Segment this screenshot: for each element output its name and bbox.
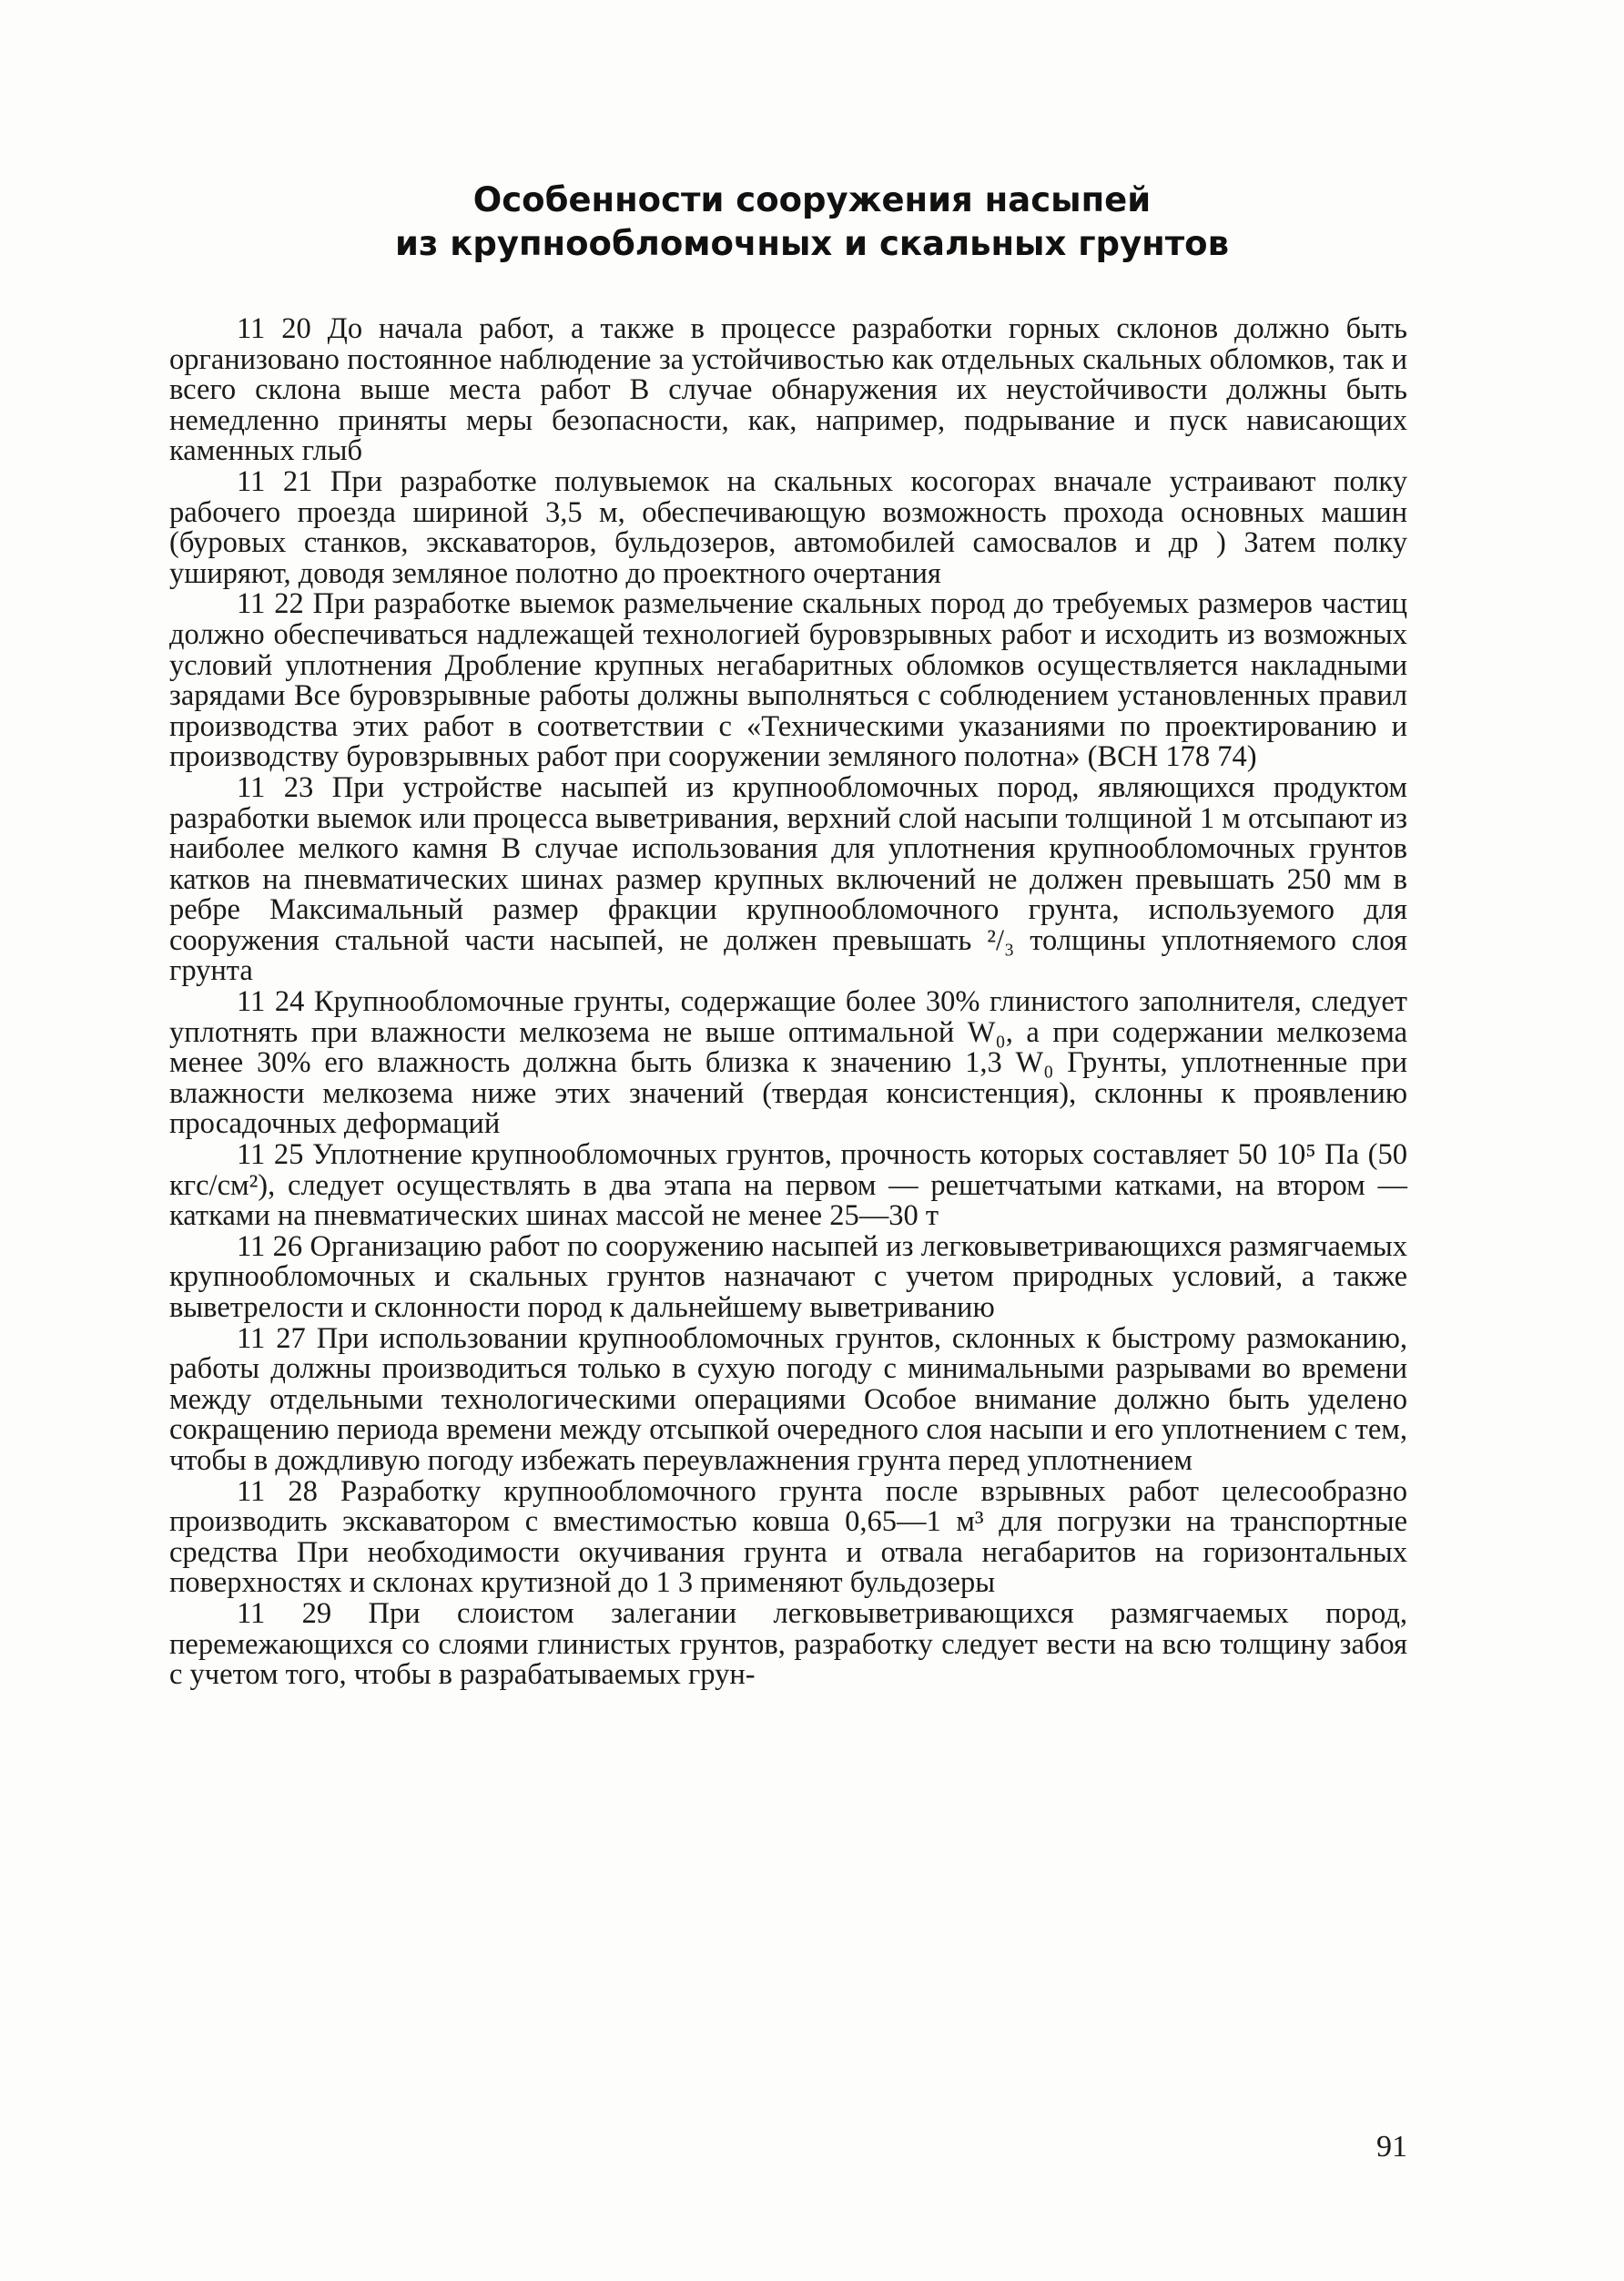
paragraph-11-27: 11 27 При использовании крупнообломочных грунтов, склонных к быстрому размоканию, работы должны производиться только в сухую погоду с минимальными разрывами во времени между отдельными технологическими операциями Особое внимание должно быть уделено сокращению периода времени между отсыпкой очередного слоя насыпи и его уплотнением с тем, чтобы в дождливую погоду избежать переувлажнения грунта перед уплотнением (169, 1321, 1407, 1477)
body-text (169, 314, 1407, 1691)
paragraph-11-28: 11 28 Разработку крупнообломочного грунта после взрывных работ целесообразно производить экскаватором с вместимостью ковша 0,65—1 м³ для погрузки на транспортные средства При необходимости окучивания грунта и отвала негабаритов на горизонтальных поверхностях и склонах крутизной до 1 3 применяют бульдозеры (169, 1474, 1407, 1600)
section-title-line-1: Особенности сооружения насыпей (472, 180, 1152, 219)
paragraph-11-24: 11 24 Крупнообломочные грунты, содержащие более 30% глинистого заполнителя, следует уплотнять при влажности мелкозема не выше оптимальной W₀, а при содержании мелкозема менее 30% его влажность должна быть близка к значению 1,3 W₀ Грунты, уплотненные при влажности мелкозема ниже этих значений (твердая консистенция), склонны к проявлению просадочных деформаций (169, 985, 1407, 1141)
paragraph-11-26: 11 26 Организацию работ по сооружению насыпей из легковыветривающихся размягчаемых крупнообломочных и скальных грунтов назначают с учетом природных условий, а также выветрелости и склонности пород к дальнейшему выветриванию (169, 1229, 1407, 1324)
paragraph-11-22: 11 22 При разработке выемок размельчение скальных пород до требуемых размеров частиц должно обеспечиваться надлежащей технологией буровзрывных работ и исходить из возможных условий уплотнения Дробление крупных негабаритных обломков осуществляется накладными зарядами Все буровзрывные работы должны выполняться с соблюдением установленных правил производства этих работ в соответствии с «Техническими указаниями по проектированию и производству буровзрывных работ при сооружении земляного полотна» (ВСН 178 74) (169, 587, 1407, 774)
paragraph-11-23: 11 23 При устройстве насыпей из крупнообломочных пород, являющихся продуктом разработки выемок или процесса выветривания, верхний слой насыпи толщиной 1 м отсыпают из наиболее мелкого камня В случае использования для уплотнения крупнообломочных грунтов катков на пневматических шинах размер крупных включений не должен превышать 250 мм в ребре Максимальный размер фракции крупнообломочного грунта, используемого для сооружения стальной части насыпей, не должен превышать ²/₃ толщины уплотняемого слоя грунта (169, 770, 1407, 988)
page-number: 91 (1376, 2130, 1407, 2164)
paragraph-11-29: 11 29 При слоистом залегании легковыветривающихся размягчаемых пород, перемежающихся со слоями глинистых грунтов, разработку следует вести на всю толщину забоя с учетом того, чтобы в разрабатываемых грун- (169, 1596, 1407, 1692)
paragraph-11-21: 11 21 При разработке полувыемок на скальных косогорах вначале устраивают полку рабочего проезда шириной 3,5 м, обеспечивающую возможность прохода основных машин (буровых станков, экскаваторов, бульдозеров, автомобилей самосвалов и др ) Затем полку уширяют, доводя земляное полотно до проектного очертания (169, 464, 1407, 590)
section-title (164, 178, 1460, 266)
paragraph-11-20: 11 20 До начала работ, а также в процессе разработки горных склонов должно быть организовано постоянное наблюдение за устойчивостью как отдельных скальных обломков, так и всего склона выше места работ В случае обнаружения их неустойчивости должны быть немедленно приняты меры безопасности, как, например, подрывание и пуск нависающих каменных глыб (169, 312, 1407, 468)
section-title-line-2: из крупнообломочных и скальных грунтов (394, 224, 1230, 263)
paragraph-11-25: 11 25 Уплотнение крупнообломочных грунтов, прочность которых составляет 50 10⁵ Па (50 кгс/см²), следует осуществлять в два этапа на первом — решетчатыми катками, на втором — катками на пневматических шинах массой не менее 25—30 т (169, 1138, 1407, 1233)
